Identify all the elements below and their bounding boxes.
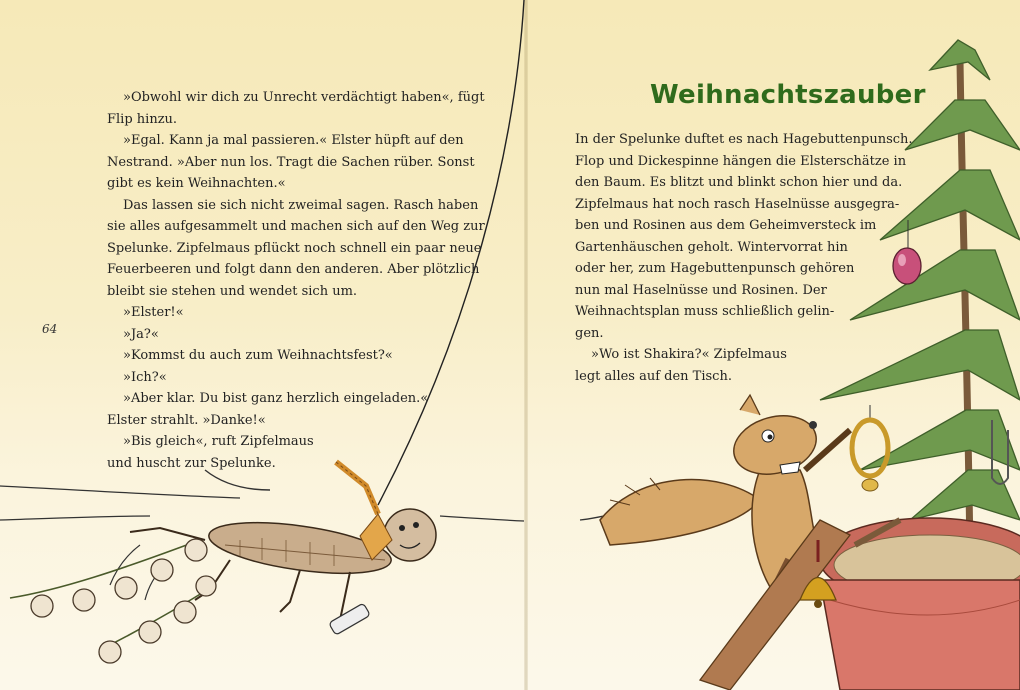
text-line: Nestrand. »Aber nun los. Tragt die Sachen rüber. Sonst (107, 154, 475, 170)
text-line: Flop und Dickespinne hängen die Elsterschätze in (575, 153, 907, 169)
berry-chain-illustration (10, 539, 216, 663)
left-page-text (107, 87, 485, 474)
text-line: Flip hinzu. (107, 111, 178, 127)
text-line: legt alles auf den Tisch. (575, 368, 732, 384)
text-line: nun mal Haselnüsse und Rosinen. Der (575, 282, 827, 298)
text-line: oder her, zum Hagebuttenpunsch gehören (575, 261, 855, 276)
text-line: Weihnachtsplan muss schließlich gelin- (575, 304, 835, 319)
text-line: Zipfelmaus hat noch rasch Haselnüsse ausgegra- (575, 196, 900, 212)
text-line: bleibt sie stehen und wendet sich um. (107, 283, 358, 299)
text-line: und huscht zur Spelunke. (107, 455, 276, 471)
text-line: Gartenhäuschen geholt. Wintervorrat hin (575, 239, 848, 255)
text-line: Das lassen sie sich nicht zweimal sagen. Rasch haben (123, 197, 479, 213)
chapter-title: Weihnachtszauber (650, 80, 926, 110)
page-number: 64 (42, 322, 58, 336)
text-line: »Egal. Kann ja mal passieren.« Elster hüpft auf den (123, 133, 464, 148)
flower-pot-illustration (820, 518, 1020, 690)
text-line: Feuerbeeren und folgt dann den anderen. Aber plötzlich (107, 262, 480, 277)
text-line: gibt es kein Weihnachten.« (107, 176, 286, 191)
text-line: ben und Rosinen aus dem Geheimversteck im (575, 218, 877, 233)
text-line: Spelunke. Zipfelmaus pflückt noch schnell ein paar neue (107, 240, 482, 256)
text-line: gen. (575, 325, 604, 341)
right-page-text (575, 129, 913, 387)
snow-ground-lines (0, 486, 640, 521)
text-line: »Ja?« (123, 326, 159, 342)
text-line: »Bis gleich«, ruft Zipfelmaus (123, 434, 314, 449)
text-line: »Aber klar. Du bist ganz herzlich eingeladen.« (123, 391, 429, 406)
text-line: In der Spelunke duftet es nach Hagebuttenpunsch. (575, 132, 913, 147)
text-line: »Obwohl wir dich zu Unrecht verdächtigt haben«, fügt (123, 90, 485, 105)
text-line: Elster strahlt. »Danke!« (107, 412, 266, 428)
text-line: »Kommst du auch zum Weihnachtsfest?« (123, 348, 393, 363)
text-line: »Wo ist Shakira?« Zipfelmaus (591, 347, 787, 362)
ring-ornament-illustration (852, 405, 888, 491)
text-line: den Baum. Es blitzt und blinkt schon hier und da. (575, 175, 903, 190)
text-line: »Ich?« (123, 369, 167, 385)
text-line: »Elster!« (123, 305, 184, 320)
text-line: sie alles aufgesammelt und machen sich auf den Weg zur (107, 219, 485, 234)
